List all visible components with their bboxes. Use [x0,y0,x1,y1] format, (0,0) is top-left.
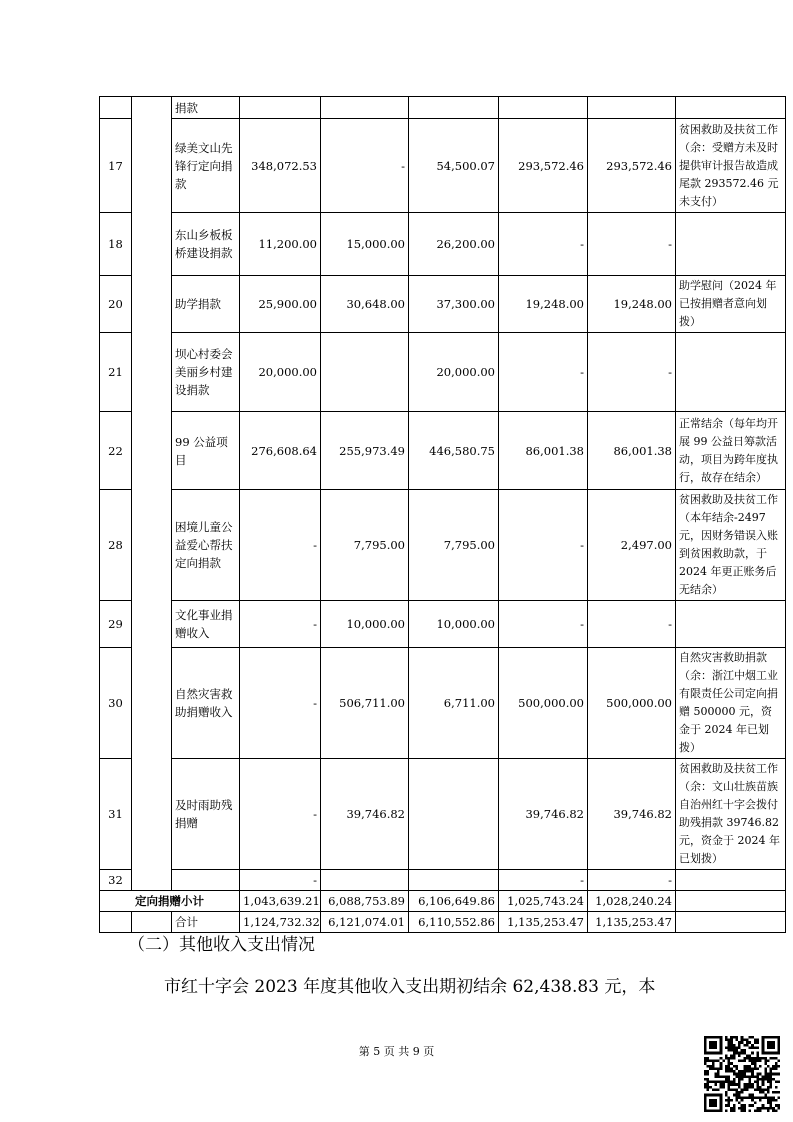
row-index [100,97,132,119]
adjusted-balance: - [588,213,676,276]
total-label: 合计 [172,912,240,933]
expense [409,97,499,119]
row-index: 17 [100,119,132,213]
item-name [172,870,240,891]
closing-balance: - [499,490,588,601]
body-paragraph: 市红十字会 2023 年度其他收入支出期初结余 62,438.83 元，本 [164,977,656,997]
table-row [100,490,786,601]
adjusted-balance: 1,028,240.24 [588,891,676,912]
finance-table [99,96,786,933]
row-index: 22 [100,412,132,490]
opening-balance: 276,608.64 [240,412,321,490]
row-index: 28 [100,490,132,601]
opening-balance: - [240,870,321,891]
income: 39,746.82 [321,759,409,870]
table-row [100,648,786,759]
expense: 10,000.00 [409,601,499,648]
row-index: 31 [100,759,132,870]
remark: 贫困救助及扶贫工作（余：文山壮族苗族自治州红十字会拨付助残捐款 39746.82 元，资金于 2024 年已划拨） [676,759,786,870]
row-index: 30 [100,648,132,759]
closing-balance: - [499,333,588,412]
income [321,870,409,891]
adjusted-balance: 86,001.38 [588,412,676,490]
income: 6,088,753.89 [321,891,409,912]
income: - [321,119,409,213]
closing-balance: - [499,601,588,648]
expense: 6,106,649.86 [409,891,499,912]
opening-balance: 11,200.00 [240,213,321,276]
subtotal-label: 定向捐赠小计 [100,891,240,912]
table-row [100,119,786,213]
expense: 7,795.00 [409,490,499,601]
closing-balance: 86,001.38 [499,412,588,490]
income: 255,973.49 [321,412,409,490]
adjusted-balance: - [588,870,676,891]
remark: 正常结余（每年均开展 99 公益日筹款活动，项目为跨年度执行，故存在结余） [676,412,786,490]
table-row [100,213,786,276]
item-name: 困境儿童公益爱心帮扶定向捐款 [172,490,240,601]
closing-balance: - [499,213,588,276]
item-name: 东山乡板板桥建设捐款 [172,213,240,276]
table-row [100,601,786,648]
expense [409,870,499,891]
adjusted-balance: 1,135,253.47 [588,912,676,933]
qr-code-image [704,1036,780,1112]
opening-balance: 20,000.00 [240,333,321,412]
adjusted-balance: - [588,601,676,648]
remark [676,601,786,648]
opening-balance: 348,072.53 [240,119,321,213]
remark [676,891,786,912]
expense: 6,110,552.86 [409,912,499,933]
subtotal-row [100,891,786,912]
row-index: 18 [100,213,132,276]
income: 10,000.00 [321,601,409,648]
expense [409,759,499,870]
opening-balance [240,97,321,119]
remark [676,870,786,891]
adjusted-balance: - [588,333,676,412]
closing-balance: 39,746.82 [499,759,588,870]
adjusted-balance: 19,248.00 [588,276,676,333]
expense: 446,580.75 [409,412,499,490]
opening-balance: - [240,601,321,648]
item-name: 自然灾害救助捐赠收入 [172,648,240,759]
row-index: 20 [100,276,132,333]
adjusted-balance: 500,000.00 [588,648,676,759]
closing-balance: 1,135,253.47 [499,912,588,933]
expense: 54,500.07 [409,119,499,213]
opening-balance: - [240,759,321,870]
income: 7,795.00 [321,490,409,601]
adjusted-balance [588,97,676,119]
closing-balance: 293,572.46 [499,119,588,213]
table-row [100,759,786,870]
page-footer: 第 5 页 共 9 页 [358,1045,435,1058]
remark [676,213,786,276]
opening-balance: 1,124,732.32 [240,912,321,933]
adjusted-balance: 39,746.82 [588,759,676,870]
remark: 自然灾害救助捐款（余：浙江中烟工业有限责任公司定向捐赠 500000 元，资金于 2024 年已划拨） [676,648,786,759]
remark: 贫困救助及扶贫工作（本年结余-2497 元，因财务错误入账到贫困救助款，于 2024 年更正账务后无结余） [676,490,786,601]
closing-balance: - [499,870,588,891]
remark: 助学慰问（2024 年已按捐赠者意向划拨） [676,276,786,333]
section-heading: （二）其他收入支出情况 [128,935,315,955]
item-name: 助学捐款 [172,276,240,333]
table-row [100,412,786,490]
remark [676,912,786,933]
table-row [100,870,786,891]
income [321,333,409,412]
income: 15,000.00 [321,213,409,276]
remark: 贫困救助及扶贫工作（余：受赠方未及时提供审计报告故造成尾款 293572.46 元未支付） [676,119,786,213]
income: 506,711.00 [321,648,409,759]
adjusted-balance: 293,572.46 [588,119,676,213]
opening-balance: - [240,648,321,759]
row-index: 32 [100,870,132,891]
empty-cell [100,912,132,933]
expense: 6,711.00 [409,648,499,759]
closing-balance: 500,000.00 [499,648,588,759]
item-name: 捐款 [172,97,240,119]
adjusted-balance: 2,497.00 [588,490,676,601]
expense: 26,200.00 [409,213,499,276]
item-name: 坝心村委会美丽乡村建设捐款 [172,333,240,412]
closing-balance: 19,248.00 [499,276,588,333]
expense: 20,000.00 [409,333,499,412]
opening-balance: 25,900.00 [240,276,321,333]
category-cell [132,97,172,891]
opening-balance: 1,043,639.21 [240,891,321,912]
item-name: 及时雨助残捐赠 [172,759,240,870]
table-row [100,333,786,412]
income [321,97,409,119]
opening-balance: - [240,490,321,601]
closing-balance [499,97,588,119]
row-index: 21 [100,333,132,412]
table-row [100,97,786,119]
income: 30,648.00 [321,276,409,333]
item-name: 99 公益项目 [172,412,240,490]
closing-balance: 1,025,743.24 [499,891,588,912]
item-name: 绿美文山先锋行定向捐款 [172,119,240,213]
expense: 37,300.00 [409,276,499,333]
item-name: 文化事业捐赠收入 [172,601,240,648]
table-row [100,276,786,333]
row-index: 29 [100,601,132,648]
remark [676,97,786,119]
income: 6,121,074.01 [321,912,409,933]
remark [676,333,786,412]
